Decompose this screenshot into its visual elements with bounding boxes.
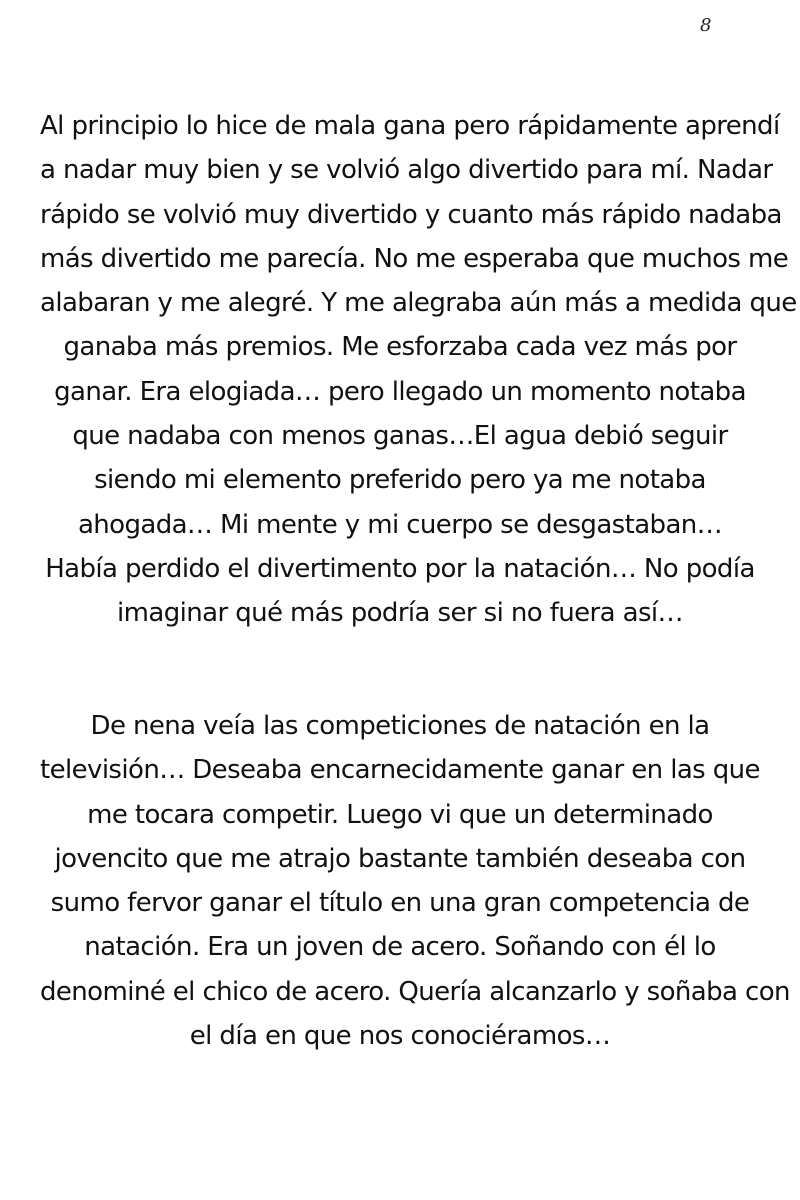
text-line: me tocara competir. Luego vi que un determinado: [87, 799, 713, 830]
text-line: a nadar muy bien y se volvió algo divertido para mí. Nadar: [40, 155, 773, 186]
text-line: Al principio lo hice de mala gana pero rápidamente aprendí: [40, 111, 780, 141]
text-line: Había perdido el divertimento por la natación… No podía: [45, 553, 755, 584]
text-line: ganar. Era elogiada… pero llegado un momento notaba: [54, 376, 746, 407]
text-line: ganaba más premios. Me esforzaba cada vez más por: [63, 332, 737, 363]
text-line: denominé el chico de acero. Quería alcanzarlo y soñaba con: [40, 976, 790, 1007]
text-line: ahogada… Mi mente y mi cuerpo se desgastaban…: [77, 509, 723, 540]
paragraph-1: [40, 104, 797, 636]
text-line: sumo fervor ganar el título en una gran competencia de: [50, 888, 750, 919]
text-line: natación. Era un joven de acero. Soñando con él lo: [84, 932, 716, 963]
page-number: 8: [700, 15, 712, 36]
text-line: siendo mi elemento preferido pero ya me notaba: [94, 465, 706, 496]
text-line: más divertido me parecía. No me esperaba que muchos me: [40, 243, 789, 274]
text-line: De nena veía las competiciones de natación en la: [90, 711, 710, 741]
paragraph-2: [40, 704, 790, 1058]
text-line: el día en que nos conociéramos…: [189, 1021, 611, 1052]
text-line: que nadaba con menos ganas…El agua debió seguir: [72, 421, 728, 452]
text-line: jovencito que me atrajo bastante también deseaba con: [54, 843, 746, 874]
text-line: rápido se volvió muy divertido y cuanto más rápido nadaba: [40, 199, 782, 230]
text-line: alabaran y me alegré. Y me alegraba aún más a medida que: [40, 288, 797, 319]
text-line: imaginar qué más podría ser si no fuera así…: [117, 598, 683, 629]
text-line: televisión… Deseaba encarnecidamente ganar en las que: [40, 755, 760, 786]
